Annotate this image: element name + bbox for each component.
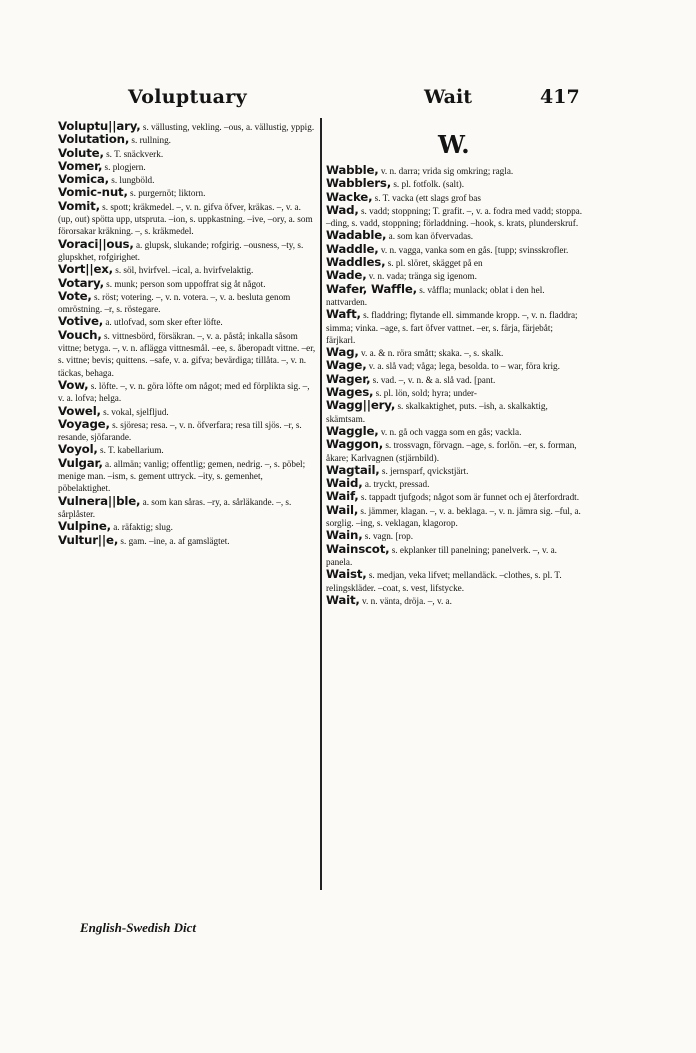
dictionary-entry [326, 373, 584, 386]
entry-headword: Wage, [326, 358, 367, 373]
entry-definition: a. glupsk, slukande; rofgirig. –ousness, –ty, s. glupskhet, rofgirighet. [58, 239, 304, 262]
dictionary-entry [326, 229, 584, 242]
dictionary-entry [326, 490, 584, 503]
entry-headword: Wabblers, [326, 176, 392, 191]
dictionary-entry [58, 147, 316, 160]
dictionary-entry [326, 504, 584, 530]
entry-definition: v. a. & n. röra smått; skaka. –, s. skalk. [360, 348, 504, 359]
entry-definition: a. tryckt, pressad. [364, 479, 430, 490]
dictionary-entry [58, 457, 316, 495]
dictionary-entry [326, 529, 584, 542]
dictionary-entry [326, 283, 584, 309]
entry-headword: Votary, [58, 275, 104, 290]
entry-headword: Vow, [58, 377, 89, 392]
entry-headword: Vote, [58, 288, 92, 303]
dictionary-entry [58, 418, 316, 444]
entry-headword: Wacke, [326, 189, 373, 204]
running-head-right: Wait [424, 86, 472, 108]
entry-headword: Waist, [326, 567, 367, 582]
entry-headword: Wages, [326, 385, 374, 400]
entry-definition: s. purgernöt; liktorn. [130, 188, 206, 199]
dictionary-entry [58, 160, 316, 173]
entry-definition: s. lungböld. [111, 175, 155, 186]
entry-headword: Waft, [326, 307, 361, 322]
dictionary-entry [326, 386, 584, 399]
entry-definition: s. jämmer, klagan. –, v. a. beklaga. –, v. n. jämra sig. –ful, a. sorglig. –ing, s. veklagan, klagorop. [326, 505, 581, 529]
entry-definition: s. löfte. –, v. n. göra löfte om något; med ed förplikta sig. –, v. a. lofva; helga. [58, 380, 310, 404]
entry-headword: Voraci||ous, [58, 236, 134, 251]
dictionary-entry [326, 425, 584, 438]
entry-headword: Wafer, Waffle, [326, 281, 417, 296]
entry-definition: v. n. vada; tränga sig igenom. [368, 271, 477, 282]
dictionary-entry [326, 346, 584, 359]
entry-headword: Wain, [326, 528, 363, 543]
dictionary-entry [58, 200, 316, 238]
entry-headword: Vomic-nut, [58, 185, 128, 200]
entry-headword: Vomica, [58, 172, 109, 187]
entry-headword: Wag, [326, 345, 359, 360]
dictionary-entry [326, 269, 584, 282]
entry-headword: Wadable, [326, 228, 387, 243]
entry-definition: s. medjan, veka lifvet; mellandäck. –clothes, s. pl. T. relingskläder. –coat, s. vest, lifstycke. [326, 570, 562, 593]
entry-headword: Wagg||ery, [326, 398, 396, 413]
entry-headword: Volute, [58, 145, 104, 160]
entry-headword: Voyage, [58, 416, 110, 431]
dictionary-entry [58, 277, 316, 290]
entry-headword: Waggle, [326, 423, 379, 438]
entry-headword: Vouch, [58, 327, 102, 342]
entry-headword: Votive, [58, 314, 104, 329]
entry-definition: s. T. kabellarium. [100, 445, 164, 456]
entry-definition: s. trossvagn, förvagn. –age, s. forlön. –er, s. forman, åkare; Karlvagnen (stjärnbild). [326, 440, 577, 463]
dictionary-entry [58, 290, 316, 316]
dictionary-entry [326, 477, 584, 490]
entry-definition: a. som kan öfvervadas. [388, 231, 474, 242]
dictionary-entry [58, 186, 316, 199]
entry-definition: s. plogjern. [104, 161, 146, 172]
entry-headword: Vulnera||ble, [58, 493, 141, 508]
dictionary-entry [326, 399, 584, 425]
left-column [58, 120, 316, 547]
entry-headword: Vowel, [58, 403, 101, 418]
running-head-left: Voluptuary [128, 86, 247, 108]
entry-headword: Vulgar, [58, 455, 103, 470]
entry-headword: Wainscot, [326, 541, 390, 556]
dictionary-entry [326, 543, 584, 569]
entry-definition: s. vittnesbörd, försäkran. –, v. a. påstå; inkalla såsom vittne; betyga. –, v. n. aflägga vittnesmål. –ee, s. åberopadt vittne. –er, s. vittne; bevis; quittens. –safe, v. a. gifva; bevärdiga; tillåta. –, v. n. täckas, behaga. [58, 330, 316, 378]
dictionary-entry [58, 315, 316, 328]
entry-definition: s. vagn. [rop. [364, 531, 414, 542]
dictionary-entry [326, 204, 584, 230]
dictionary-entry [58, 173, 316, 186]
entry-headword: Voluptu||ary, [58, 119, 141, 133]
entry-definition: s. vällusting, vekling. –ous, a. vällustig, yppig. [142, 122, 315, 132]
entry-headword: Waif, [326, 489, 359, 504]
dictionary-entry [326, 177, 584, 190]
entry-headword: Wade, [326, 268, 367, 283]
entry-headword: Waid, [326, 476, 363, 491]
entry-definition: v. n. darra; vrida sig omkring; ragla. [380, 166, 514, 176]
dictionary-entry [58, 329, 316, 379]
entry-headword: Wait, [326, 592, 360, 607]
entry-headword: Volutation, [58, 132, 130, 147]
dictionary-entry [326, 438, 584, 464]
entry-definition: s. pl. lön, sold; hyra; under- [375, 388, 477, 399]
entry-definition: s. munk; person som uppoffrat sig åt något. [106, 278, 266, 289]
dictionary-entry [58, 120, 316, 133]
entry-definition: s. skalkaktighet, puts. –ish, a. skalkaktig, skämtsam. [326, 401, 548, 424]
entry-headword: Waddle, [326, 241, 379, 256]
entry-definition: s. ekplanker till panelning; panelverk. –, v. a. panela. [326, 544, 557, 567]
entry-headword: Vomit, [58, 198, 100, 213]
entry-definition: s. vad. –, v. n. & a. slå vad. [pant. [372, 374, 496, 385]
entry-definition: v. n. vänta, dröja. –, v. a. [362, 595, 452, 606]
entry-headword: Wad, [326, 202, 359, 217]
entry-definition: s. T. snäckverk. [106, 148, 164, 159]
entry-definition: s. jernsparf, qvickstjärt. [381, 465, 469, 476]
footer-title: English-Swedish Dict [80, 920, 196, 935]
entry-headword: Wabble, [326, 163, 379, 177]
entry-definition: v. n. gå och vagga som en gås; vackla. [380, 426, 522, 437]
dictionary-entry [326, 594, 584, 607]
dictionary-entry [58, 133, 316, 146]
dictionary-entry [326, 256, 584, 269]
dictionary-entry [58, 495, 316, 521]
entry-definition: s. rullning. [131, 135, 171, 146]
dictionary-entry [58, 405, 316, 418]
entry-definition: s. våffla; munlack; oblat i den hel. nattvarden. [326, 284, 545, 307]
entry-definition: s. vokal, sjelfljud. [103, 406, 169, 417]
column-divider [320, 118, 322, 890]
entry-definition: s. spott; kräkmedel. –, v. n. gifva öfver, kräkas. –, v. a. (up, out) spötta upp, utspruta. –ion, s. uppkastning. –ive, –ory, a. som förorsakar kräkning. –, s. kräkmedel. [58, 201, 313, 237]
entry-headword: Wail, [326, 502, 359, 517]
entry-definition: s. fladdring; flytande ell. simmande kropp. –, v. n. fladdra; simma; vinka. –age, s. fart öfver vattnet. –er, s. färja, färjebåt; färjkarl. [326, 310, 578, 345]
dictionary-entry [326, 308, 584, 346]
entry-headword: Vomer, [58, 158, 103, 173]
entry-headword: Waggon, [326, 437, 384, 452]
right-column [326, 164, 584, 607]
entry-definition: s. gam. –ine, a. af gamslägtet. [120, 535, 230, 546]
entry-definition: s. tappadt tjufgods; något som är funnet och ej återfordradt. [360, 492, 580, 503]
entry-definition: s. söl, hvirfvel. –ical, a. hvirfvelaktig. [115, 265, 254, 276]
dictionary-entry [58, 520, 316, 533]
dictionary-entry [58, 534, 316, 547]
entry-headword: Vultur||e, [58, 532, 119, 547]
dictionary-entry [58, 379, 316, 405]
dictionary-entry [326, 359, 584, 372]
entry-definition: v. n. vagga, vanka som en gås. [tupp; svinsskrofler. [380, 244, 569, 255]
dictionary-entry [326, 568, 584, 594]
section-letter: W. [438, 130, 470, 159]
entry-definition: a. allmän; vanlig; offentlig; gemen, nedrig. –, s. pöbel; menige man. –ism, s. gement uttryck. –ity, s. gemenhet, pöbelaktighet. [58, 458, 306, 494]
entry-headword: Waddles, [326, 255, 386, 270]
entry-definition: s. pl. fotfolk. (salt). [393, 179, 464, 190]
dictionary-entry [326, 464, 584, 477]
dictionary-entry [58, 238, 316, 264]
dictionary-entry [326, 164, 584, 177]
entry-headword: Voyol, [58, 442, 98, 457]
entry-definition: s. pl. slöret, skägget på en [387, 258, 483, 269]
page-number: 417 [540, 86, 580, 108]
dictionary-entry [326, 243, 584, 256]
entry-definition: s. vadd; stoppning; T. grafit. –, v. a. fodra med vadd; stoppa. –ding, s. vadd, stoppning; förladdning. –hook, s. krats, plunderskruf. [326, 205, 583, 229]
entry-headword: Wagtail, [326, 462, 380, 477]
entry-headword: Wager, [326, 371, 371, 386]
entry-definition: s. röst; votering. –, v. n. votera. –, v. a. besluta genom omröstning. –r, s. röstegare. [58, 291, 291, 315]
dictionary-entry [58, 443, 316, 456]
entry-definition: a. som kan såras. –ry, a. sårläkande. –, s. sårplåster. [58, 496, 292, 519]
entry-definition: s. T. vacka (ett slags grof bas [374, 192, 481, 203]
dictionary-entry [326, 191, 584, 204]
entry-definition: a. räfaktig; slug. [113, 522, 173, 533]
entry-headword: Vort||ex, [58, 262, 113, 277]
entry-headword: Vulpine, [58, 519, 111, 534]
dictionary-entry [58, 263, 316, 276]
entry-definition: a. utlofvad, som sker efter löfte. [105, 317, 223, 328]
entry-definition: s. sjöresa; resa. –, v. n. öfverfara; resa till sjös. –r, s. resande, sjöfarande. [58, 419, 302, 443]
entry-definition: v. a. slå vad; våga; lega, besolda. to – war, föra krig. [368, 361, 560, 372]
